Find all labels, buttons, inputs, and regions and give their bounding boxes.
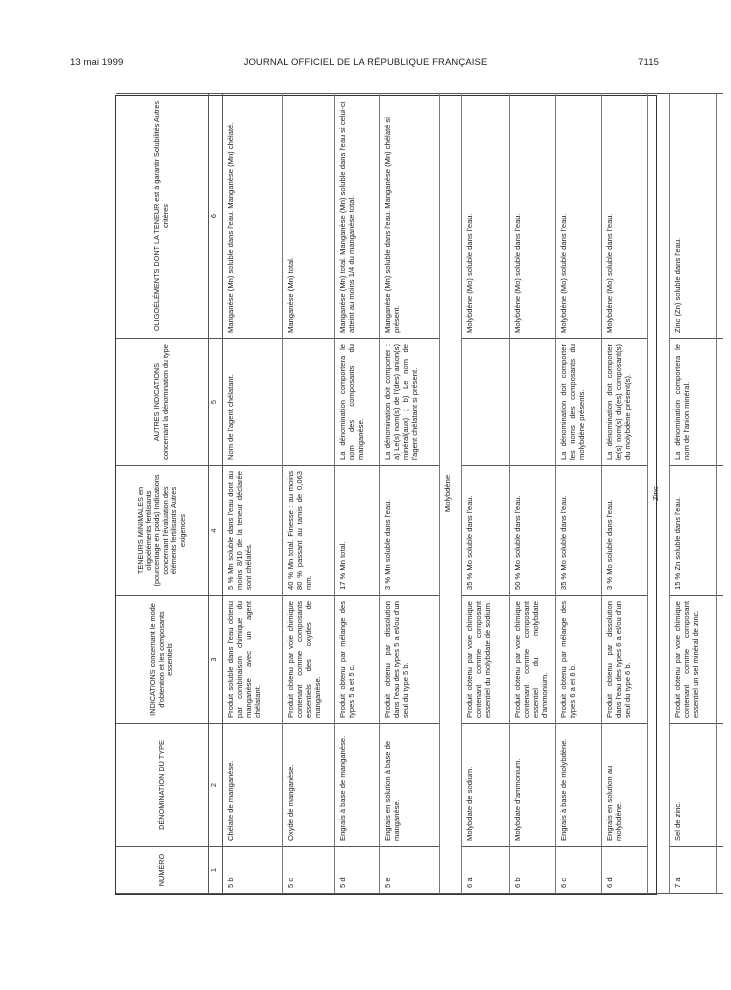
cell-autres: Nom de l'agent chélatant. bbox=[222, 339, 282, 466]
cell-teneurs: 3 % Mn soluble dans l'eau. bbox=[379, 466, 439, 596]
table-row bbox=[555, 94, 601, 894]
cell-number: 5 e bbox=[379, 847, 439, 894]
cell-obtention: Produit obtenu par voie chimique contenant comme composants essentiels des oxydes de manganèse. bbox=[282, 596, 334, 724]
cell-autres bbox=[461, 339, 509, 466]
table-row bbox=[669, 94, 716, 894]
cell-type: Molybdate d'ammonium. bbox=[509, 724, 555, 847]
cell-type: Chélate de manganèse. bbox=[222, 724, 282, 847]
table-filler-row bbox=[716, 94, 723, 894]
cell-teneurs: 5 % Mn soluble dans l'eau dont au moins 8/10 de la teneur déclarée sont chélatés. bbox=[222, 466, 282, 596]
cell-type: Sel de zinc. bbox=[669, 724, 716, 847]
cell-type: Oxyde de manganèse. bbox=[282, 724, 334, 847]
cell-type: Engrais à base de manganèse. bbox=[334, 724, 379, 847]
cell-number: 5 c bbox=[282, 847, 334, 894]
cell-teneurs: 17 % Mn total. bbox=[334, 466, 379, 596]
cell-autres: La dénomination comportera le nom de l'anion minéral. bbox=[669, 339, 716, 466]
table-row bbox=[509, 94, 555, 894]
column-number: 6 bbox=[208, 94, 222, 339]
filler-cell bbox=[716, 596, 723, 724]
column-number: 1 bbox=[208, 847, 222, 894]
cell-obtention: Produit obtenu par voie chimique contenant comme composant essentiel du molybdate de sodium. bbox=[461, 596, 509, 724]
section-row-zinc bbox=[647, 94, 669, 894]
table-row bbox=[461, 94, 509, 894]
cell-garantie: Manganèse (Mn) total. bbox=[282, 94, 334, 339]
cell-number: 6 c bbox=[555, 847, 601, 894]
cell-garantie: Manganèse (Mn) soluble dans l'eau. Manganèse (Mn) chélaté si présent. bbox=[379, 94, 439, 339]
column-number: 4 bbox=[208, 466, 222, 596]
section-heading: Zinc bbox=[647, 94, 669, 894]
header-row bbox=[116, 94, 208, 894]
header-cell: INDICATIONS concernant le mode d'obtention et les composants essentiels bbox=[116, 596, 208, 724]
cell-obtention: Produit obtenu par dissolution dans l'eau des types 6 a et/ou d'un seul du type 6 b. bbox=[601, 596, 647, 724]
header-cell: OLIGOÉLÉMENTS DONT LA TENEUR est à garantir Solubilités Autres critères bbox=[116, 94, 208, 339]
cell-number: 5 d bbox=[334, 847, 379, 894]
cell-garantie: Manganèse (Mn) total. Manganèse (Mn) soluble dans l'eau si celui-ci atteint au moins 1/4 du manganèse total. bbox=[334, 94, 379, 339]
table-row bbox=[334, 94, 379, 894]
table-row bbox=[601, 94, 647, 894]
section-heading: Molybdène bbox=[439, 94, 461, 894]
cell-garantie: Molybdène (Mo) soluble dans l'eau. bbox=[509, 94, 555, 339]
cell-teneurs: 50 % Mo soluble dans l'eau. bbox=[509, 466, 555, 596]
cell-teneurs: 15 % Zn soluble dans l'eau. bbox=[669, 466, 716, 596]
cell-garantie: Molybdène (Mo) soluble dans l'eau. bbox=[555, 94, 601, 339]
cell-obtention: Produit obtenu par voie chimique contenant comme composant essentiel un sel minéral de zinc. bbox=[669, 596, 716, 724]
table-row bbox=[379, 94, 439, 894]
header-cell: NUMÉRO bbox=[116, 847, 208, 894]
cell-garantie: Molybdène (Mo) soluble dans l'eau. bbox=[461, 94, 509, 339]
cell-type: Engrais en solution au molybdène. bbox=[601, 724, 647, 847]
cell-autres: La dénomination doit comporter le(s) nom(s) du(es) composant(s) du molybdène présent(s). bbox=[601, 339, 647, 466]
column-number: 3 bbox=[208, 596, 222, 724]
column-number: 5 bbox=[208, 339, 222, 466]
cell-autres bbox=[509, 339, 555, 466]
cell-autres: La dénomination comportera le nom des composants du manganèse. bbox=[334, 339, 379, 466]
cell-teneurs: 35 % Mo soluble dans l'eau. bbox=[461, 466, 509, 596]
cell-obtention: Produit obtenu par voie chimique contenant comme composant essentiel du molybdate d'ammonium. bbox=[509, 596, 555, 724]
fertilizer-table-frame bbox=[115, 95, 700, 895]
cell-teneurs: 3 % Mo soluble dans l'eau. bbox=[601, 466, 647, 596]
table-row bbox=[222, 94, 282, 894]
cell-obtention: Produit obtenu par mélange des types 6 a et 6 b. bbox=[555, 596, 601, 724]
cell-number: 5 b bbox=[222, 847, 282, 894]
page-number: 7115 bbox=[638, 57, 659, 68]
filler-cell bbox=[716, 339, 723, 466]
table-row bbox=[282, 94, 334, 894]
filler-cell bbox=[716, 724, 723, 847]
column-number: 2 bbox=[208, 724, 222, 847]
cell-garantie: Manganèse (Mn) soluble dans l'eau. Manganèse (Mn) chélaté. bbox=[222, 94, 282, 339]
cell-number: 6 d bbox=[601, 847, 647, 894]
cell-number: 7 a bbox=[669, 847, 716, 894]
cell-teneurs: 35 % Mo soluble dans l'eau. bbox=[555, 466, 601, 596]
journal-title: JOURNAL OFFICIEL DE LA RÉPUBLIQUE FRANÇAISE bbox=[243, 57, 488, 68]
cell-teneurs: 40 % Mn total. Finesse : au moins 80 % passant au tamis de 0,063 mm. bbox=[282, 466, 334, 596]
header-cell: DÉNOMINATION DU TYPE bbox=[116, 724, 208, 847]
page-date: 13 mai 1999 bbox=[70, 57, 124, 68]
cell-garantie: Molybdène (Mo) soluble dans l'eau. bbox=[601, 94, 647, 339]
cell-type: Engrais à base de molybdène. bbox=[555, 724, 601, 847]
cell-type: Molybdate de sodium. bbox=[461, 724, 509, 847]
section-row-molybdene bbox=[439, 94, 461, 894]
cell-number: 6 b bbox=[509, 847, 555, 894]
header-cell: AUTRES INDICATIONS concernant la dénomination du type bbox=[116, 339, 208, 466]
cell-obtention: Produit obtenu par dissolution dans l'eau des types 5 a et/ou d'un seul du type 5 b. bbox=[379, 596, 439, 724]
cell-number: 6 a bbox=[461, 847, 509, 894]
cell-autres bbox=[282, 339, 334, 466]
cell-garantie: Zinc (Zn) soluble dans l'eau. bbox=[669, 94, 716, 339]
cell-obtention: Produit obtenu par mélange des types 5 a et 5 c. bbox=[334, 596, 379, 724]
cell-obtention: Produit soluble dans l'eau obtenu par combinaison chimique du manganèse avec un agent chélatant. bbox=[222, 596, 282, 724]
filler-cell bbox=[716, 847, 723, 894]
column-number-row bbox=[208, 94, 222, 894]
cell-autres: La dénomination doit comporter : a) Le(s) nom(s) de l'(des) anion(s) minéral(aux) ; b) Le nom de l'agent chélatant si présent. bbox=[379, 339, 439, 466]
cell-type: Engrais en solution à base de manganèse. bbox=[379, 724, 439, 847]
header-cell: TENEURS MINIMALES en oligoéléments fertilisants (pourcentage en poids) Indications concernant l'évaluation des éléments fertilisants Autres exigences bbox=[116, 466, 208, 596]
filler-cell bbox=[716, 466, 723, 596]
fertilizer-table bbox=[116, 93, 723, 894]
filler-cell bbox=[716, 94, 723, 339]
cell-autres: La dénomination doit comporter les noms des composants du molybdène présents. bbox=[555, 339, 601, 466]
